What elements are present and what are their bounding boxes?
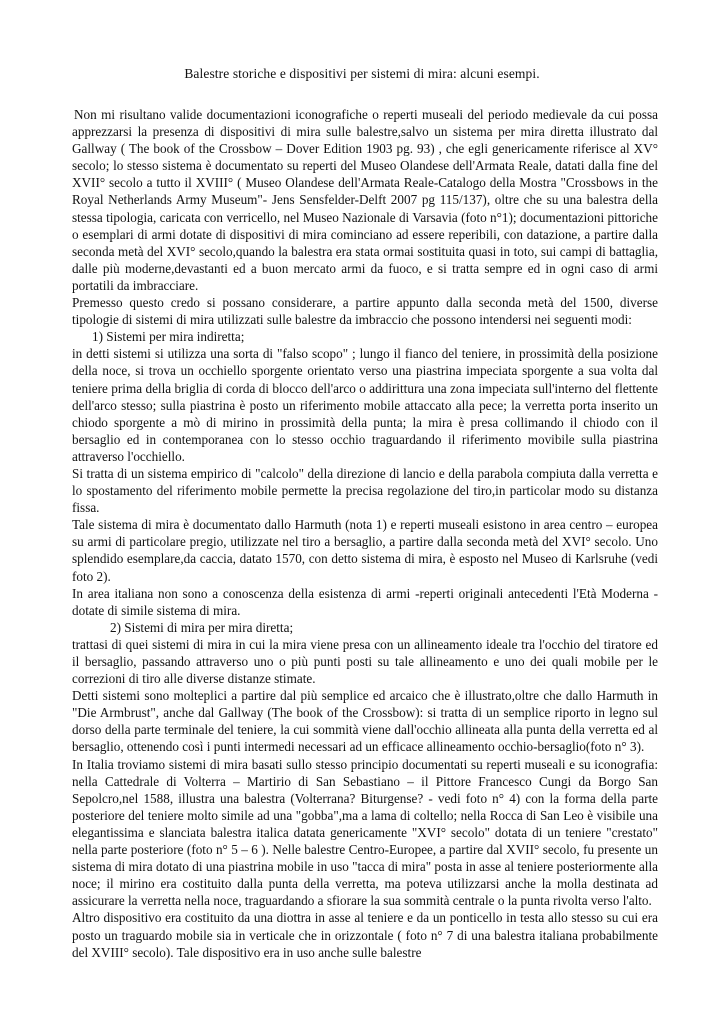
list-item-direct-aiming: 2) Sistemi di mira per mira diretta; (110, 619, 294, 635)
paragraph-italian-area: In area italiana non sono a conoscenza della esistenza di armi -reperti originali antecedenti l'Età Moderna - dotate di simile sistema di mira. (72, 585, 658, 618)
paragraph-diopter: Altro dispositivo era costituito da una diottra in asse al teniere e da un ponticello in testa allo stesso su cui era posto un traguardo mobile sia in verticale che in orizzontale ( foto n° 7 di una balestra italiana probabilmente del XVIII° secolo). Tale dispositivo era in uso anche sulle balestre (72, 910, 658, 960)
paragraph-premise: Premesso questo credo si possano considerare, a partire appunto dalla seconda metà del 1500, diverse tipologie di sistemi di mira utilizzati sulle balestre da imbraccio che possono intendersi nei seguenti modi: (72, 295, 658, 328)
paragraph-indirect-description: in detti sistemi si utilizza una sorta di "falso scopo" ; lungo il fianco del teniere, in prossimità della posizione della noce, si trova un occhiello sporgente orientato verso una piastrina impeciata sporgente a sua volta dal teniere prima della briglia di corda di blocco dell'arco o addirittura una zona impeciata sull'interno del flettente dell'arco stesso; sulla piastrina è posto un riferimento mobile attaccato alla pece; la verretta porta inserito un chiodo sporgente a mò di mirino in prossimità della punta; la mira è presa collimando il chiodo con il bersaglio ed in contemporanea con lo stesso occhio traguardando il riferimento movibile sulla piastrina attraverso l'occhiello. (72, 346, 658, 464)
paragraph-intro: Non mi risultano valide documentazioni iconografiche o reperti museali del periodo medievale da cui possa apprezzarsi la presenza di dispositivi di mira sulle balestre,salvo un sistema per mira diretta illustrato dal Gallway ( The book of the Crossbow – Dover Edition 1903 pg. 93) , che egli genericamente riferisce al XV° secolo; lo stesso sistema è documentato su reperti del Museo Olandese dell'Armata Reale, datati dalla fine del XVII° secolo a tutto il XVIII° ( Museo Olandese dell'Armata Reale-Catalogo della Mostra "Crossbows in the Royal Netherlands Army Museum"- Jens Sensfelder-Delft 2007 pg 115/137), oltre che su una balestra della stessa tipologia, caricata con verricello, nel Museo Nazionale di Varsavia (foto n°1); documentazioni pittoriche o esemplari di armi dotate di dispositivi di mira cominciano ad essere reperibili, con datazione, a partire dalla seconda metà del XVI° secolo,quando la balestra era stata ormai sostituita quasi in toto, sui campi di battaglia, dalle più moderne,devastanti ed a buon mercato armi da fuoco, e si tratta sempre ed in ogni caso di armi portatili da imbracciare. (72, 107, 658, 293)
paragraph-harmuth: Tale sistema di mira è documentato dallo Harmuth (nota 1) e reperti museali esistono in area centro – europea su armi di particolare pregio, utilizzate nel tiro a bersaglio, a partire dalla seconda metà del XVI° secolo. Uno splendido esemplare,da caccia, datato 1570, con detto sistema di mira, è esposto nel Museo di Karlsruhe (vedi foto 2). (72, 517, 658, 584)
paragraph-simple-systems: Detti sistemi sono molteplici a partire dal più semplice ed arcaico che è illustrato,oltre che dallo Harmuth in "Die Armbrust", anche dal Gallway (The book of the Crossbow): si tratta di un semplice riporto in legno sul dorso della parte terminale del teniere, la cui sommità viene dall'occhio allineata alla punta della verretta ed al bersaglio, ottenendo così i punti intermedi necessari ad un efficace allineamento occhio-bersaglio(foto n° 3). (72, 688, 658, 755)
paragraph-empirical-system: Si tratta di un sistema empirico di "calcolo" della direzione di lancio e della parabola compiuta dalla verretta e lo spostamento del riferimento mobile permette la precisa regolazione del tiro,in particolar modo su distanza fissa. (72, 465, 658, 516)
paragraph-italy-examples: In Italia troviamo sistemi di mira basati sullo stesso principio documentati su reperti museali e su iconografia: nella Cattedrale di Volterra – Martirio di San Sebastiano – il Pittore Francesco Cungi da Borgo San Sepolcro,nel 1588, illustra una balestra (Volterrana? Biturgense? - vedi foto n° 4) con la forma della parte posteriore del teniere molto simile ad una "gobba",ma a lama di coltello; nella Rocca di San Leo è visibile una elegantissima e slanciata balestra italica datata genericamente "XVI° secolo" dotata di un teniere "crestato" nella parte posteriore (foto n° 5 – 6 ). Nelle balestre Centro-Europee, a partire dal XVII° secolo, fu presente un sistema di mira dotato di una piastrina mobile in uso "tacca di mira" posta in asse al teniere posteriormente alla noce; il mirino era costituito dalla punta della verretta, ma poteva utilizzarsi anche la molla destinata ad assicurare la verretta nella noce, traguardando a sfiorare la sua sommità centrale o la punta rivolta verso l'alto. (72, 756, 658, 909)
document-title: Balestre storiche e dispositivi per sistemi di mira: alcuni esempi. (184, 66, 540, 81)
paragraph-direct-description: trattasi di quei sistemi di mira in cui la mira viene presa con un allineamento ideale tra l'occhio del tiratore ed il bersaglio, passando attraverso uno o più punti posti su tale allineamento e uno dei quali mobile per le correzioni di tiro alle diverse distanze stimate. (72, 636, 658, 687)
document-body (72, 106, 658, 961)
list-item-indirect-aiming: 1) Sistemi per mira indiretta; (92, 329, 245, 345)
